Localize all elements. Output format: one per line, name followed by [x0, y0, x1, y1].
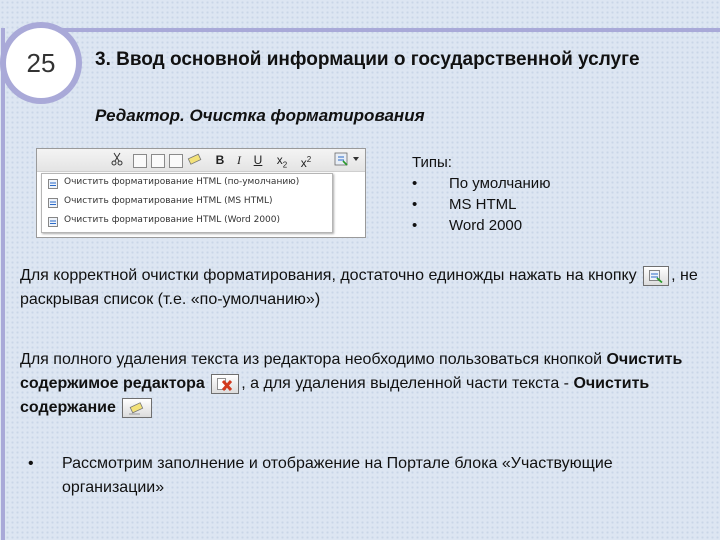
- clear-format-icon: [48, 196, 59, 207]
- bullet: •: [28, 455, 34, 472]
- menu-item-clear-default[interactable]: [42, 174, 332, 193]
- menu-item-clear-word-2000[interactable]: [42, 212, 332, 231]
- clear-format-dropdown[interactable]: [333, 152, 363, 168]
- bullet: •: [412, 217, 418, 234]
- menu-item-label: Очистить форматирование HTML (по-умолчанию): [64, 177, 300, 187]
- slide-number: 25: [6, 28, 76, 98]
- clear-editor-content-button[interactable]: [211, 374, 239, 394]
- clear-format-icon: [48, 215, 59, 226]
- clear-format-icon: [48, 177, 59, 188]
- cut-icon[interactable]: [111, 152, 123, 168]
- bold-term: Очистить содержимое редактора: [20, 351, 683, 392]
- types-heading: Типы:: [412, 154, 452, 171]
- paste-icon[interactable]: [151, 154, 165, 168]
- menu-item-label: Очистить форматирование HTML (MS HTML): [64, 196, 273, 206]
- paragraph-text: , а для удаления выделенной части текста -: [241, 375, 574, 392]
- clear-format-menu: [41, 173, 333, 233]
- underline-button[interactable]: U: [253, 153, 263, 167]
- paste-text-icon[interactable]: [169, 154, 183, 168]
- paragraph-clear-format: [20, 264, 716, 312]
- bullet: •: [412, 196, 418, 213]
- paragraph-text: , не раскрывая список (т.е. «по-умолчанию»): [20, 267, 698, 308]
- menu-item-clear-ms-html[interactable]: [42, 193, 332, 212]
- superscript-mark: 2: [306, 155, 312, 164]
- frame-top-line: [40, 28, 720, 32]
- type-label: По умолчанию: [449, 175, 551, 192]
- editor-screenshot: [36, 148, 366, 238]
- superscript-button[interactable]: [297, 152, 315, 168]
- frame-left-line: [1, 28, 5, 540]
- clear-selection-button[interactable]: [122, 398, 152, 418]
- copy-icon[interactable]: [133, 154, 147, 168]
- paragraph-text: Для полного удаления текста из редактора необходимо пользоваться кнопкой: [20, 351, 607, 368]
- paragraph-clear-content: [20, 348, 700, 420]
- italic-button[interactable]: I: [237, 153, 241, 167]
- slide-subtitle: Редактор. Очистка форматирования: [95, 106, 425, 125]
- type-label: Word 2000: [449, 217, 523, 234]
- bold-term: Очистить содержание: [20, 375, 650, 416]
- bold-button[interactable]: B: [215, 153, 225, 167]
- subscript-button[interactable]: [273, 152, 291, 168]
- editor-toolbar: [37, 149, 365, 172]
- type-label: MS HTML: [449, 196, 517, 213]
- clear-format-button[interactable]: [643, 266, 669, 286]
- eraser-icon[interactable]: [187, 152, 203, 168]
- slide-title: 3. Ввод основной информации о государственной услуге: [95, 49, 640, 70]
- superscript-x: x: [300, 156, 307, 170]
- menu-item-label: Очистить форматирование HTML (Word 2000): [64, 215, 281, 225]
- subscript-x: x: [276, 153, 283, 167]
- bottom-item-text: Рассмотрим заполнение и отображение на Портале блока «Участвующие организации»: [62, 455, 613, 496]
- bullet: •: [412, 175, 418, 192]
- subscript-mark: 2: [282, 160, 288, 170]
- paragraph-text: Для корректной очистки форматирования, достаточно единожды нажать на кнопку: [20, 267, 637, 284]
